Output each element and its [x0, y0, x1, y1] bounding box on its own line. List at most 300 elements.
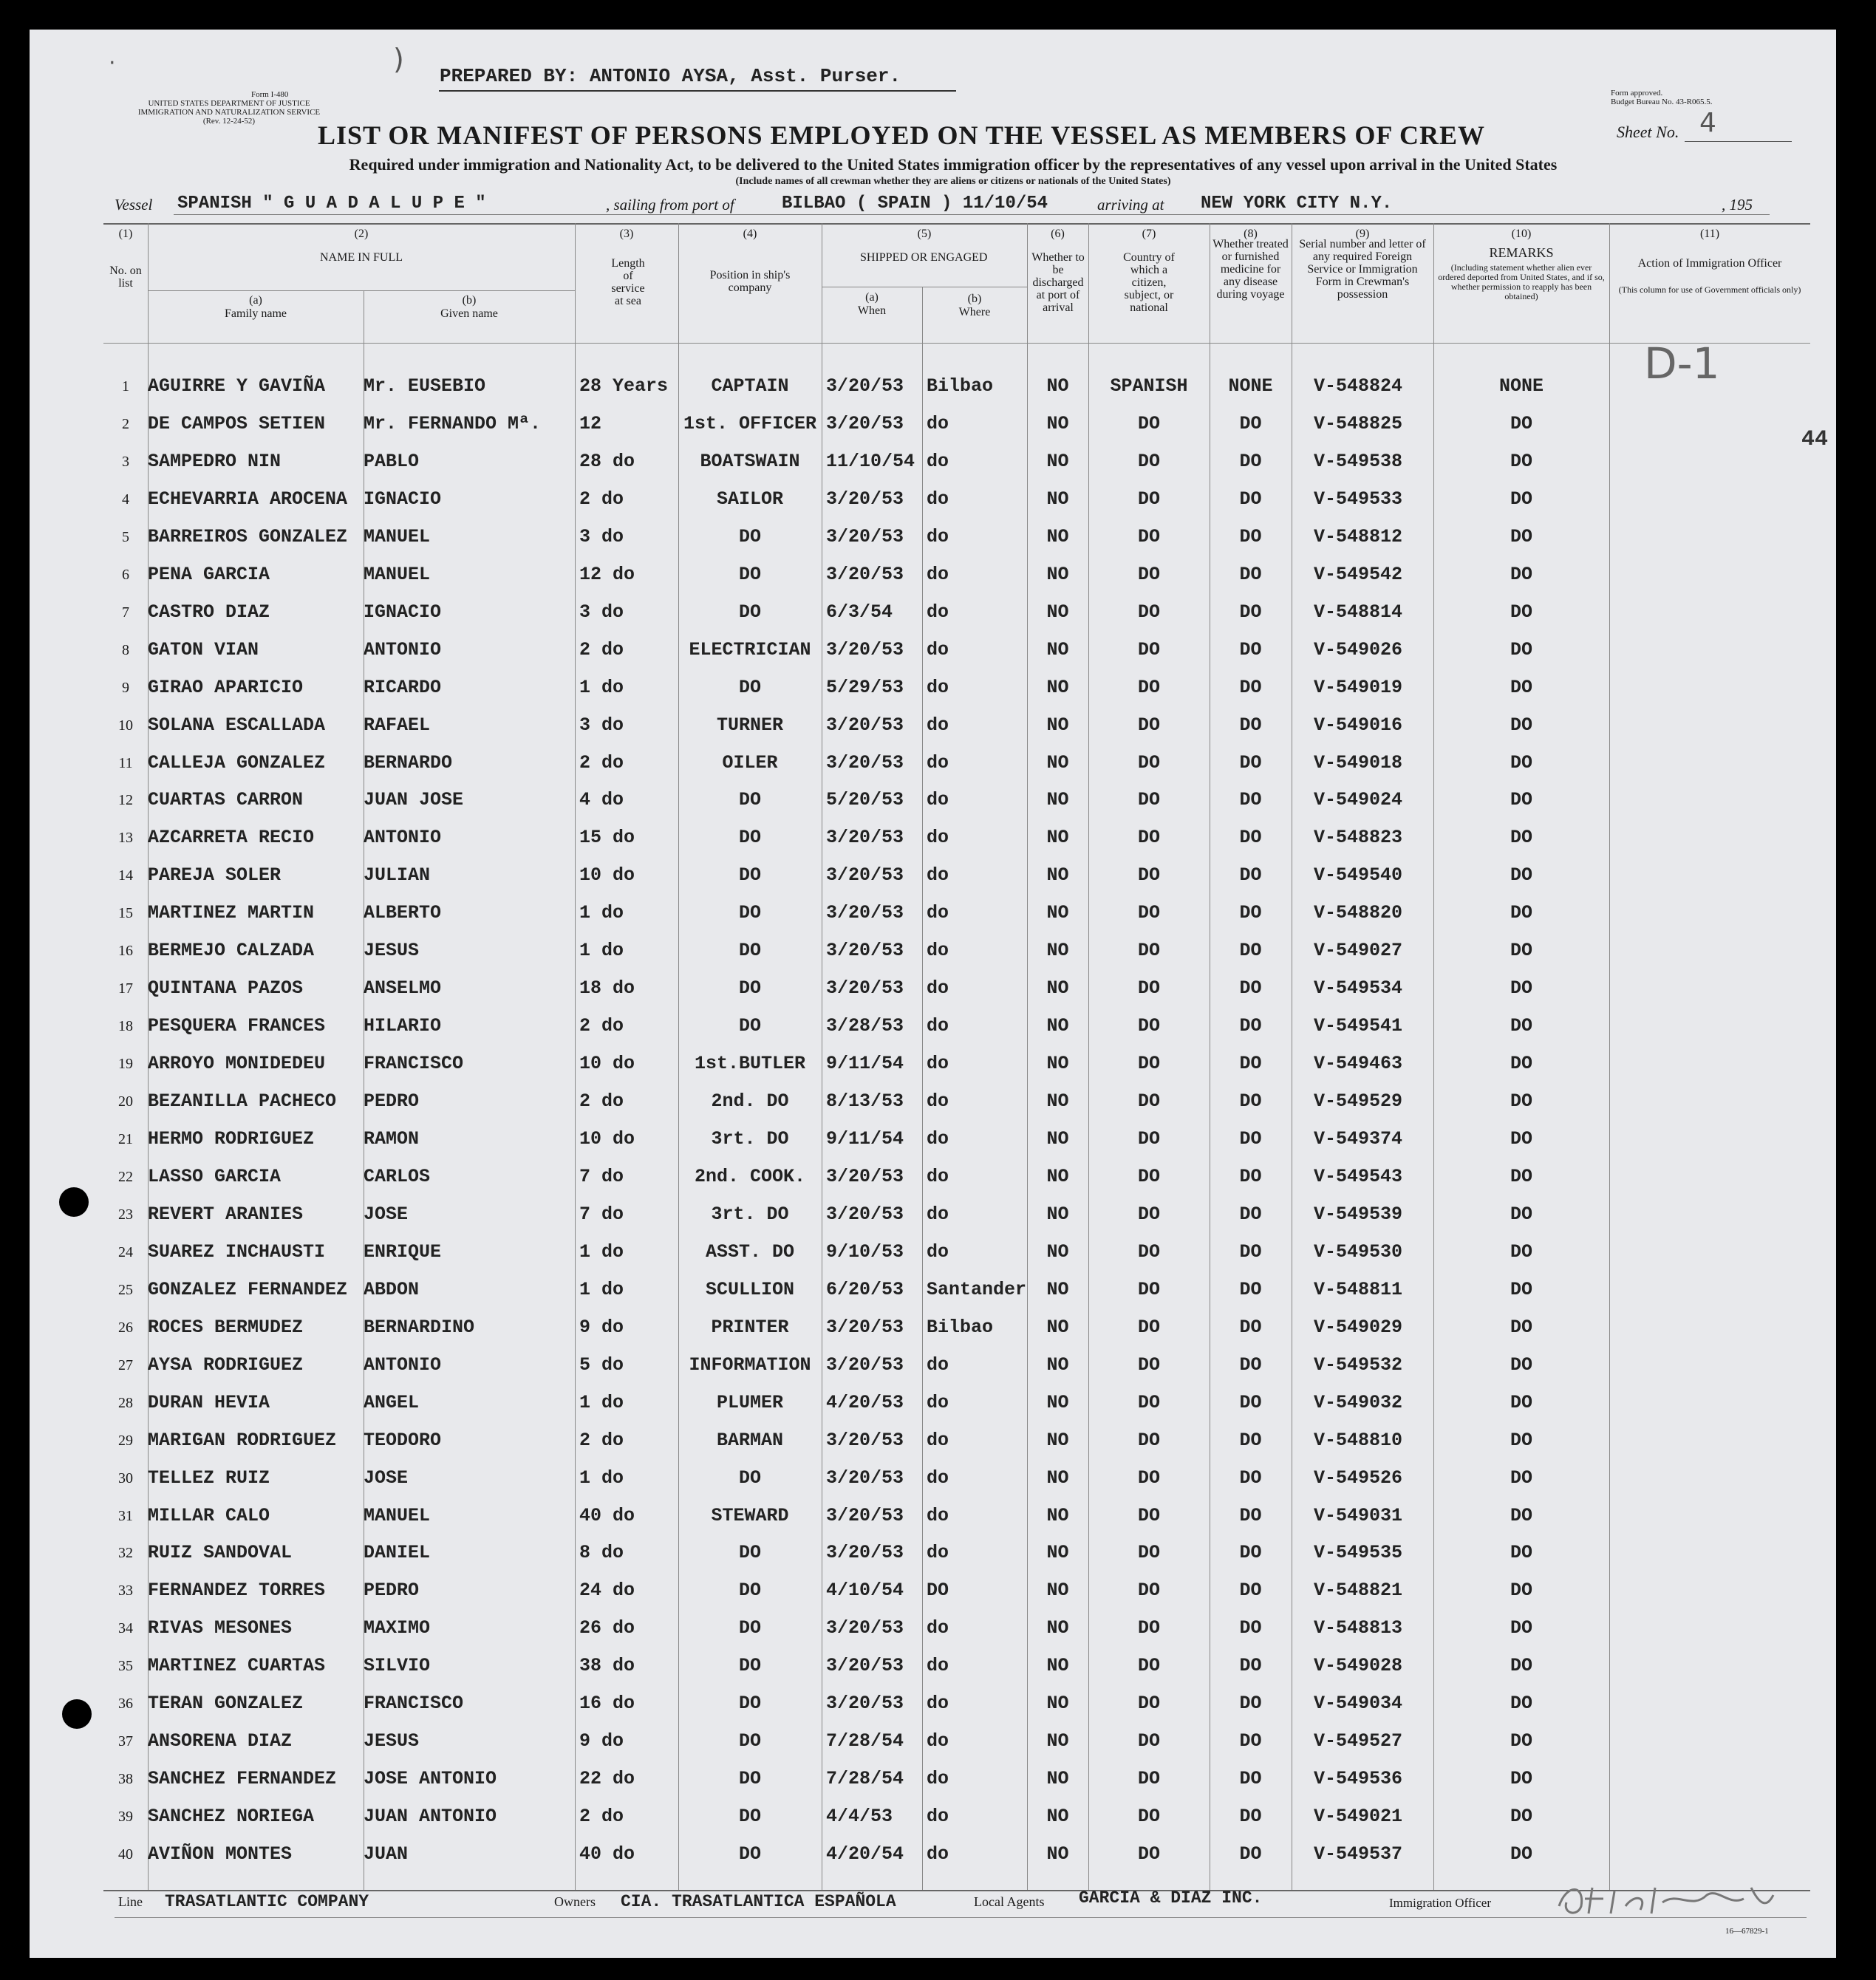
cell-family: CUARTAS CARRON [148, 789, 304, 810]
cell-family: AZCARRETA RECIO [148, 827, 315, 848]
cell-n: 37 [118, 1733, 133, 1749]
cell-remarks: DO [1510, 1166, 1532, 1187]
cell-n: 6 [122, 567, 129, 583]
cell-given: Mr. FERNANDO Mª. [364, 413, 542, 434]
cell-country: DO [1137, 1655, 1160, 1676]
cell-when: 3/20/53 [826, 1166, 904, 1187]
cell-serial: V-548811 [1314, 1279, 1403, 1300]
cell-given: SILVIO [364, 1655, 431, 1676]
cell-where: do [927, 1128, 949, 1150]
cell-when: 3/20/53 [826, 977, 904, 999]
cell-family: AYSA RODRIGUEZ [148, 1354, 304, 1376]
cell-treated: DO [1239, 1354, 1262, 1376]
cell-serial: V-548810 [1314, 1430, 1403, 1451]
cell-when: 3/20/53 [826, 413, 904, 434]
cell-when: 3/20/53 [826, 752, 904, 774]
cell-where: do [927, 1768, 949, 1789]
cell-treated: DO [1239, 639, 1262, 660]
cell-where: do [927, 1392, 949, 1413]
cell-position: DO [738, 1617, 761, 1639]
cell-country: DO [1137, 902, 1160, 924]
cell-treated: DO [1239, 1279, 1262, 1300]
cell-remarks: DO [1510, 1505, 1532, 1526]
cell-position: DO [738, 1843, 761, 1865]
cell-country: DO [1137, 451, 1160, 472]
cell-n: 8 [122, 642, 129, 658]
cell-family: ECHEVARRIA AROCENA [148, 488, 348, 510]
cell-country: DO [1137, 1090, 1160, 1112]
cell-remarks: DO [1510, 940, 1532, 961]
cell-remarks: DO [1510, 1806, 1532, 1827]
cell-n: 28 [118, 1395, 133, 1411]
footer-owners: CIA. TRASATLANTICA ESPAÑOLA [621, 1892, 896, 1911]
cell-where: do [927, 1354, 949, 1376]
col-number-11: (11) [1699, 228, 1720, 240]
cell-n: 31 [118, 1508, 133, 1524]
cell-serial: V-549027 [1314, 940, 1403, 961]
cell-position: 1st. OFFICER [683, 413, 817, 434]
cell-family: PENA GARCIA [148, 564, 270, 585]
cell-position: DO [738, 601, 761, 623]
cell-n: 4 [122, 491, 129, 508]
cell-serial: V-549539 [1314, 1204, 1403, 1225]
cell-treated: DO [1239, 677, 1262, 698]
cell-length: 18 do [579, 977, 635, 999]
cell-serial: V-549032 [1314, 1392, 1403, 1413]
cell-length: 9 do [579, 1730, 624, 1752]
cell-serial: V-549532 [1314, 1354, 1403, 1376]
header-shipped: SHIPPED OR ENGAGED [860, 251, 988, 264]
form-approval: Form approved. Budget Bureau No. 43-R065.5. [1611, 89, 1713, 106]
cell-treated: NONE [1228, 375, 1273, 397]
cell-given: ANTONIO [364, 639, 442, 660]
cell-position: DO [738, 1768, 761, 1789]
cell-length: 10 do [579, 1053, 635, 1074]
cell-when: 3/20/53 [826, 902, 904, 924]
cell-length: 12 do [579, 564, 635, 585]
cell-country: DO [1137, 1015, 1160, 1037]
cell-country: DO [1137, 864, 1160, 886]
cell-position: DO [738, 1580, 761, 1601]
cell-where: do [927, 789, 949, 810]
cell-when: 3/20/53 [826, 1430, 904, 1451]
cell-remarks: DO [1510, 451, 1532, 472]
cell-country: DO [1137, 1166, 1160, 1187]
cell-position: SCULLION [705, 1279, 795, 1300]
cell-discharged: NO [1046, 1015, 1069, 1037]
cell-family: AVIÑON MONTES [148, 1843, 293, 1865]
cell-n: 13 [118, 830, 133, 846]
cell-n: 9 [122, 680, 129, 696]
cell-country: DO [1137, 1241, 1160, 1263]
cell-treated: DO [1239, 1241, 1262, 1263]
cell-serial: V-549526 [1314, 1467, 1403, 1489]
cell-serial: V-549019 [1314, 677, 1403, 698]
cell-family: PESQUERA FRANCES [148, 1015, 326, 1037]
cell-where: do [927, 864, 949, 886]
cell-where: do [927, 1806, 949, 1827]
cell-length: 40 do [579, 1843, 635, 1865]
cell-country: DO [1137, 1128, 1160, 1150]
cell-given: DANIEL [364, 1542, 431, 1563]
header-when-a: (a) [865, 291, 879, 304]
cell-given: FRANCISCO [364, 1693, 464, 1714]
cell-length: 3 do [579, 601, 624, 623]
cell-position: DO [738, 864, 761, 886]
cell-discharged: NO [1046, 1617, 1069, 1639]
header-discharged: Whether to be discharged at port of arrival [1031, 251, 1085, 314]
cell-remarks: DO [1510, 601, 1532, 623]
cell-country: DO [1137, 1392, 1160, 1413]
header-bottom-rule [103, 343, 1810, 344]
cell-given: JUAN ANTONIO [364, 1806, 497, 1827]
cell-discharged: NO [1046, 1505, 1069, 1526]
cell-family: BEZANILLA PACHECO [148, 1090, 337, 1112]
cell-country: DO [1137, 1317, 1160, 1338]
cell-discharged: NO [1046, 1166, 1069, 1187]
cell-length: 1 do [579, 940, 624, 961]
cell-given: JESUS [364, 940, 420, 961]
cell-given: RAFAEL [364, 714, 431, 736]
cell-remarks: DO [1510, 564, 1532, 585]
punch-hole [62, 1699, 92, 1729]
cell-when: 4/10/54 [826, 1580, 904, 1601]
footer-officer-label: Immigration Officer [1389, 1896, 1492, 1910]
cell-given: IGNACIO [364, 488, 442, 510]
cell-treated: DO [1239, 488, 1262, 510]
cell-remarks: DO [1510, 714, 1532, 736]
cell-serial: V-548821 [1314, 1580, 1403, 1601]
cell-serial: V-549540 [1314, 864, 1403, 886]
cell-country: SPANISH [1110, 375, 1188, 397]
cell-length: 1 do [579, 1392, 624, 1413]
cell-position: DO [738, 564, 761, 585]
cell-serial: V-548824 [1314, 375, 1403, 397]
cell-length: 1 do [579, 902, 624, 924]
cell-position: DO [738, 789, 761, 810]
cell-remarks: DO [1510, 1580, 1532, 1601]
cell-discharged: NO [1046, 1392, 1069, 1413]
cell-remarks: DO [1510, 1317, 1532, 1338]
cell-n: 19 [118, 1056, 133, 1072]
cell-n: 35 [118, 1658, 133, 1674]
cell-country: DO [1137, 1354, 1160, 1376]
cell-given: MANUEL [364, 564, 431, 585]
cell-serial: V-548823 [1314, 827, 1403, 848]
cell-when: 3/20/53 [826, 1655, 904, 1676]
cell-serial: V-549536 [1314, 1768, 1403, 1789]
cell-family: RIVAS MESONES [148, 1617, 293, 1639]
cell-country: DO [1137, 714, 1160, 736]
cell-serial: V-549534 [1314, 977, 1403, 999]
cell-serial: V-549527 [1314, 1730, 1403, 1752]
cell-n: 39 [118, 1809, 133, 1825]
cell-discharged: NO [1046, 1730, 1069, 1752]
cell-where: do [927, 1015, 949, 1037]
header-serial: Serial number and letter of any required Foreign Service or Immigration Form in Crewman's possession [1299, 238, 1426, 301]
cell-remarks: DO [1510, 1693, 1532, 1714]
cell-remarks: DO [1510, 1467, 1532, 1489]
cell-treated: DO [1239, 752, 1262, 774]
stray-mark: · [109, 50, 116, 76]
cell-given: ALBERTO [364, 902, 442, 924]
cell-n: 32 [118, 1545, 133, 1561]
cell-length: 38 do [579, 1655, 635, 1676]
cell-n: 2 [122, 416, 129, 432]
cell-n: 25 [118, 1282, 133, 1298]
cell-given: ANGEL [364, 1392, 420, 1413]
cell-remarks: DO [1510, 1655, 1532, 1676]
col-number-8: (8) [1244, 228, 1258, 240]
margin-count: 44 [1801, 427, 1829, 452]
cell-position: BOATSWAIN [700, 451, 800, 472]
cell-country: DO [1137, 1617, 1160, 1639]
footer-rule [115, 1917, 1807, 1918]
prepared-by-underline [439, 90, 956, 92]
cell-treated: DO [1239, 1392, 1262, 1413]
cell-where: Bilbao [927, 1317, 994, 1338]
cell-where: DO [927, 1580, 949, 1601]
header-remarks: REMARKS [1489, 245, 1554, 260]
cell-position: DO [738, 1015, 761, 1037]
cell-position: DO [738, 526, 761, 547]
cell-discharged: NO [1046, 752, 1069, 774]
cell-when: 3/20/53 [826, 526, 904, 547]
cell-when: 3/20/53 [826, 1354, 904, 1376]
col-number-5: (5) [917, 228, 932, 240]
cell-n: 11 [118, 755, 133, 771]
cell-country: DO [1137, 601, 1160, 623]
cell-family: CALLEJA GONZALEZ [148, 752, 326, 774]
cell-remarks: DO [1510, 639, 1532, 660]
cell-serial: V-549463 [1314, 1053, 1403, 1074]
cell-treated: DO [1239, 1505, 1262, 1526]
cell-length: 10 do [579, 1128, 635, 1150]
cell-treated: DO [1239, 1090, 1262, 1112]
cell-discharged: NO [1046, 601, 1069, 623]
cell-remarks: DO [1510, 1090, 1532, 1112]
cell-treated: DO [1239, 1617, 1262, 1639]
cell-serial: V-549026 [1314, 639, 1403, 660]
cell-where: do [927, 413, 949, 434]
cell-n: 14 [118, 867, 133, 884]
cell-position: 2nd. COOK. [694, 1166, 806, 1187]
cell-length: 2 do [579, 1015, 624, 1037]
cell-family: MARTINEZ MARTIN [148, 902, 315, 924]
cell-discharged: NO [1046, 714, 1069, 736]
cell-position: STEWARD [711, 1505, 789, 1526]
header-given-b: (b) [462, 294, 477, 307]
cell-country: DO [1137, 1467, 1160, 1489]
arriving-label: arriving at [1097, 196, 1164, 214]
header-position: Position in ship's company [709, 269, 791, 294]
cell-position: DO [738, 1693, 761, 1714]
cell-given: ABDON [364, 1279, 420, 1300]
cell-treated: DO [1239, 1166, 1262, 1187]
cell-where: do [927, 601, 949, 623]
cell-treated: DO [1239, 1542, 1262, 1563]
cell-length: 1 do [579, 1467, 624, 1489]
cell-family: ARROYO MONIDEDEU [148, 1053, 326, 1074]
footer-line-label: Line [118, 1894, 143, 1909]
cell-discharged: NO [1046, 1467, 1069, 1489]
cell-given: ANTONIO [364, 827, 442, 848]
cell-where: do [927, 1505, 949, 1526]
cell-family: TELLEZ RUIZ [148, 1467, 270, 1489]
cell-length: 1 do [579, 677, 624, 698]
cell-where: do [927, 1053, 949, 1074]
cell-family: BARREIROS GONZALEZ [148, 526, 348, 547]
cell-family: ANSORENA DIAZ [148, 1730, 293, 1752]
cell-serial: V-548812 [1314, 526, 1403, 547]
cell-length: 22 do [579, 1768, 635, 1789]
cell-when: 4/4/53 [826, 1806, 893, 1827]
cell-given: FRANCISCO [364, 1053, 464, 1074]
cell-when: 7/28/54 [826, 1730, 904, 1752]
cell-country: DO [1137, 1843, 1160, 1865]
cell-length: 7 do [579, 1204, 624, 1225]
cell-when: 6/3/54 [826, 601, 893, 623]
cell-length: 1 do [579, 1279, 624, 1300]
cell-discharged: NO [1046, 1806, 1069, 1827]
cell-length: 9 do [579, 1317, 624, 1338]
cell-where: do [927, 1542, 949, 1563]
cell-family: PAREJA SOLER [148, 864, 282, 886]
cell-n: 38 [118, 1771, 133, 1787]
cell-family: CASTRO DIAZ [148, 601, 270, 623]
cell-when: 3/20/53 [826, 1317, 904, 1338]
cell-position: ASST. DO [705, 1241, 795, 1263]
cell-treated: DO [1239, 1317, 1262, 1338]
cell-when: 3/20/53 [826, 1467, 904, 1489]
cell-where: Bilbao [927, 375, 994, 397]
cell-remarks: DO [1510, 677, 1532, 698]
col-number-3: (3) [619, 228, 634, 240]
cell-discharged: NO [1046, 1204, 1069, 1225]
cell-family: DE CAMPOS SETIEN [148, 413, 326, 434]
cell-remarks: DO [1510, 1617, 1532, 1639]
cell-family: AGUIRRE Y GAVIÑA [148, 375, 326, 397]
vessel-name: SPANISH " G U A D A L U P E " [177, 194, 486, 214]
cell-remarks: DO [1510, 526, 1532, 547]
cell-discharged: NO [1046, 902, 1069, 924]
sheet-number-label: Sheet No. [1617, 123, 1679, 141]
cell-where: do [927, 902, 949, 924]
cell-treated: DO [1239, 1430, 1262, 1451]
cell-treated: DO [1239, 1843, 1262, 1865]
cell-length: 28 Years [579, 375, 669, 397]
cell-length: 3 do [579, 714, 624, 736]
cell-discharged: NO [1046, 639, 1069, 660]
cell-discharged: NO [1046, 1768, 1069, 1789]
page-title: LIST OR MANIFEST OF PERSONS EMPLOYED ON THE VESSEL AS MEMBERS OF CREW [318, 120, 1485, 150]
cell-discharged: NO [1046, 526, 1069, 547]
cell-family: MILLAR CALO [148, 1505, 270, 1526]
cell-position: DO [738, 1730, 761, 1752]
cell-family: SOLANA ESCALLADA [148, 714, 326, 736]
cell-when: 3/20/53 [826, 1693, 904, 1714]
cell-n: 22 [118, 1169, 133, 1185]
cell-serial: V-549024 [1314, 789, 1403, 810]
cell-treated: DO [1239, 1655, 1262, 1676]
cell-when: 3/20/53 [826, 714, 904, 736]
cell-when: 6/20/53 [826, 1279, 904, 1300]
cell-position: SAILOR [716, 488, 783, 510]
cell-serial: V-549021 [1314, 1806, 1403, 1827]
cell-when: 3/20/53 [826, 1204, 904, 1225]
cell-where: do [927, 1655, 949, 1676]
cell-discharged: NO [1046, 677, 1069, 698]
header-length: Length of service at sea [611, 257, 645, 307]
cell-serial: V-548813 [1314, 1617, 1403, 1639]
cell-when: 8/13/53 [826, 1090, 904, 1112]
cell-treated: DO [1239, 601, 1262, 623]
sheet-number-underline [1685, 141, 1792, 142]
cell-n: 15 [118, 905, 133, 921]
cell-n: 10 [118, 717, 133, 734]
cell-discharged: NO [1046, 827, 1069, 848]
cell-discharged: NO [1046, 1241, 1069, 1263]
cell-where: Santander [927, 1279, 1027, 1300]
col-number-4: (4) [743, 228, 757, 240]
sailing-label: , sailing from port of [606, 196, 734, 214]
cell-length: 2 do [579, 752, 624, 774]
cell-discharged: NO [1046, 375, 1069, 397]
cell-n: 34 [118, 1620, 133, 1636]
cell-when: 3/20/53 [826, 1505, 904, 1526]
cell-family: TERAN GONZALEZ [148, 1693, 304, 1714]
cell-position: 1st.BUTLER [694, 1053, 806, 1074]
cell-given: JOSE [364, 1467, 409, 1489]
cell-treated: DO [1239, 564, 1262, 585]
cell-where: do [927, 940, 949, 961]
cell-treated: DO [1239, 1204, 1262, 1225]
cell-given: MAXIMO [364, 1617, 431, 1639]
cell-n: 30 [118, 1470, 133, 1486]
cell-country: DO [1137, 1768, 1160, 1789]
cell-when: 5/20/53 [826, 789, 904, 810]
cell-discharged: NO [1046, 1279, 1069, 1300]
cell-when: 11/10/54 [826, 451, 915, 472]
vessel-label: Vessel [115, 196, 153, 214]
cell-where: do [927, 639, 949, 660]
cell-treated: DO [1239, 940, 1262, 961]
cell-remarks: DO [1510, 1053, 1532, 1074]
cell-family: GATON VIAN [148, 639, 259, 660]
cell-n: 23 [118, 1206, 133, 1223]
cell-treated: DO [1239, 902, 1262, 924]
col-number-7: (7) [1142, 228, 1156, 240]
cell-treated: DO [1239, 1580, 1262, 1601]
cell-country: DO [1137, 677, 1160, 698]
cell-family: HERMO RODRIGUEZ [148, 1128, 315, 1150]
cell-discharged: NO [1046, 1542, 1069, 1563]
cell-country: DO [1137, 1542, 1160, 1563]
cell-country: DO [1137, 488, 1160, 510]
cell-serial: V-549530 [1314, 1241, 1403, 1263]
cell-length: 28 do [579, 451, 635, 472]
cell-family: QUINTANA PAZOS [148, 977, 304, 999]
cell-remarks: DO [1510, 1542, 1532, 1563]
cell-given: JULIAN [364, 864, 431, 886]
header-family-a: (a) [249, 294, 262, 307]
cell-length: 16 do [579, 1693, 635, 1714]
col-number-2: (2) [354, 228, 369, 240]
cell-family: DURAN HEVIA [148, 1392, 270, 1413]
header-no-on-list: No. on list [109, 264, 142, 290]
cell-length: 2 do [579, 1430, 624, 1451]
cell-position: DO [738, 1655, 761, 1676]
